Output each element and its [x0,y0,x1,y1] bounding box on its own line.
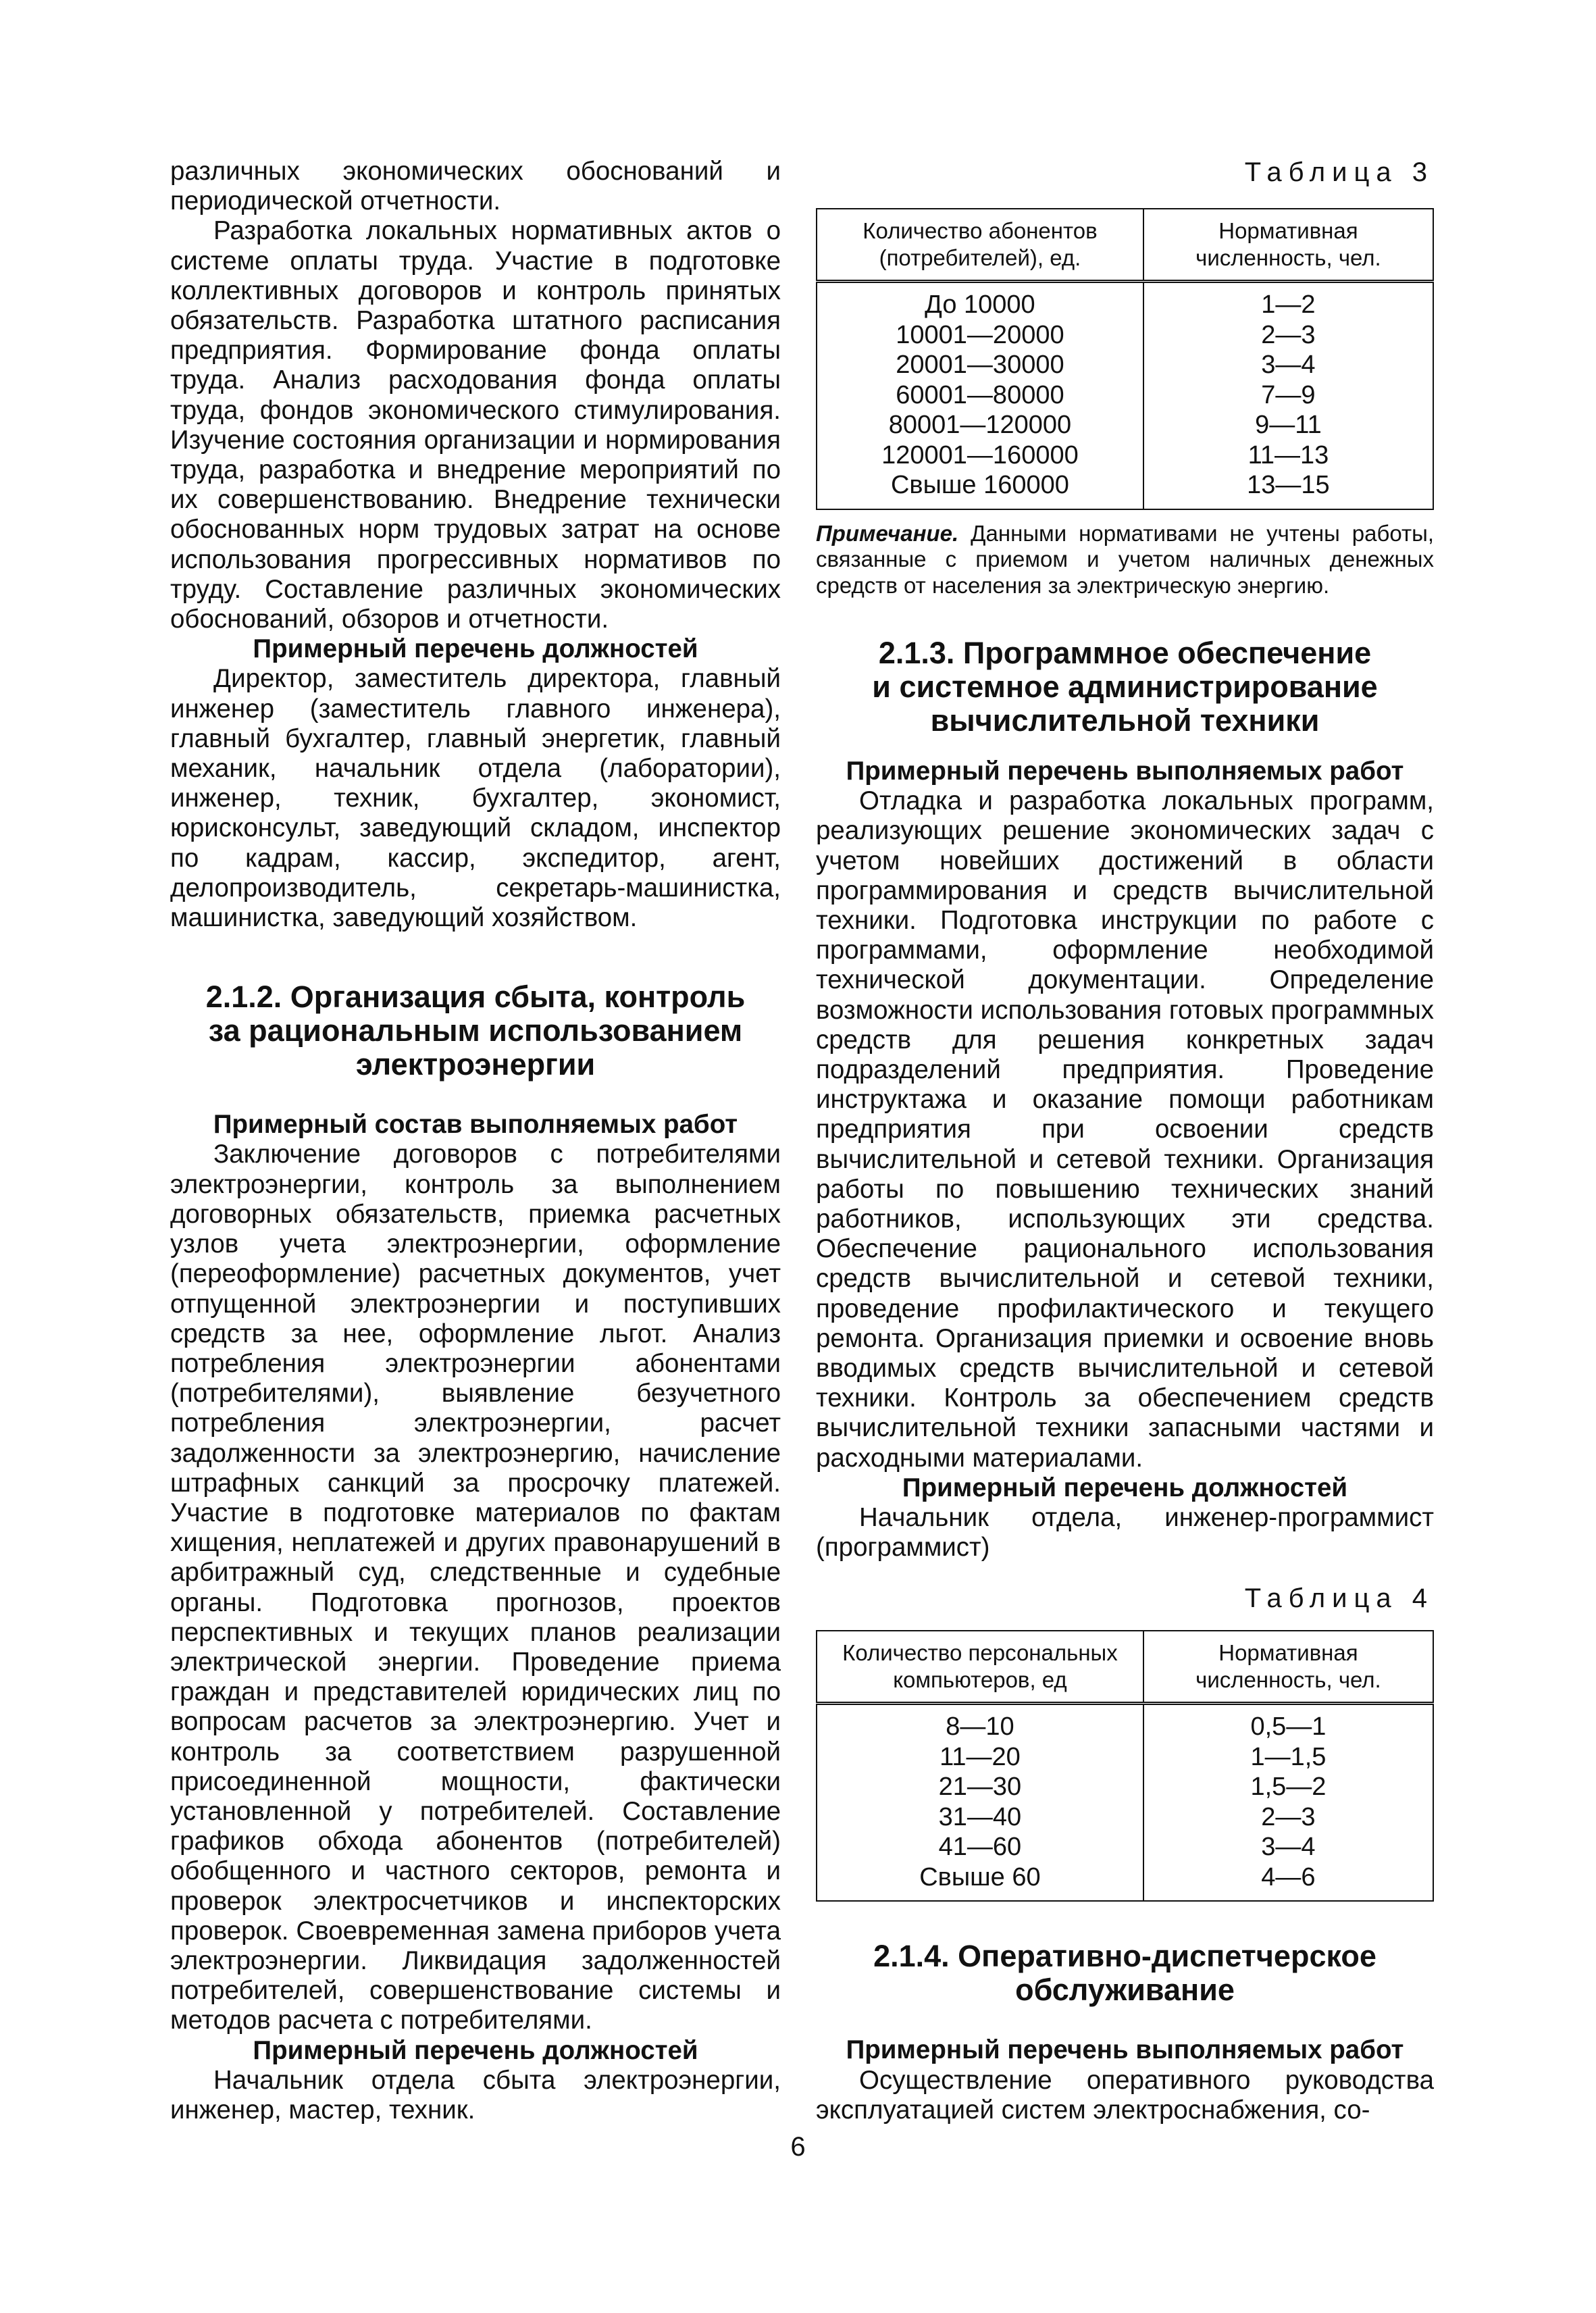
table-cell: 11—13 [1247,440,1329,469]
table-cell: 1—1,5 [1250,1742,1327,1771]
section-heading [816,1939,1434,2007]
paragraph: Осуществление оперативного руководства эксплуатацией систем электроснабжения, со- [816,2065,1434,2125]
paragraph: Начальник отдела сбыта электроэнергии, инженер, мастер, техник. [170,2065,781,2125]
table-cell: 80001—120000 [888,411,1072,439]
table-cell: 2—3 [1261,320,1316,349]
section-heading-line: за рациональным использованием [208,1013,743,1048]
table-cell: 21—30 [938,1773,1022,1802]
subheading: Примерный перечень выполняемых работ [846,2035,1404,2065]
section-heading-line: электроэнергии [355,1047,596,1082]
table-4 [816,1630,1434,1902]
table-cell: 41—60 [938,1833,1022,1862]
left-column [170,157,781,2125]
table-caption: Таблица 3 [1244,157,1434,187]
table-header-cell: Количество персональных компьютеров, ед [817,1631,1143,1704]
paragraph: Отладка и разработка локальных программ, реализующих решение экономических задач с учетом новейших достижений в области программирования и средств вычислительной техники. Подготовка инструкции по работе с программами, оформление необходимой технической документации. Определение возможности использования готовых программных средств для решения конкретных задач подразделений предприятия. Проведение инструктажа и оказание помощи работникам предприятия при освоении средств вычислительной и сетевой техники. Организация работы по повышению технических знаний работников, использующих эти средства. Обеспечение рационального использования средств вычислительной и сетевой техники, проведение профилактического и текущего ремонта. Организация приемки и освоение вновь вводимых средств вычислительной и сетевой техники. Контроль за обеспечением средств вычислительной техники запасными частями и расходными материалами. [816,786,1434,1473]
table-cell: 13—15 [1247,471,1330,499]
table-column-values [1143,282,1433,509]
subheading: Примерный перечень выполняемых работ [846,757,1404,786]
section-heading-line: 2.1.2. Организация сбыта, контроль [205,980,746,1015]
section-heading-line: вычислительной техники [930,703,1320,738]
paragraph: Начальник отдела, инженер-программист (программист) [816,1503,1434,1562]
section-heading-line: 2.1.4. Оперативно-диспетчерское [873,1939,1376,1974]
subheading: Примерный состав выполняемых работ [213,1110,738,1140]
section-heading-line: обслуживание [1015,1973,1235,2008]
table-column-values [1143,1704,1433,1902]
section-heading-line: 2.1.3. Программное обеспечение [878,636,1372,670]
table-cell: Свыше 160000 [890,471,1069,499]
table-cell: 120001—160000 [881,440,1079,469]
subheading: Примерный перечень должностей [253,2035,698,2065]
table-cell: 2—3 [1261,1802,1316,1831]
subheading: Примерный перечень должностей [902,1473,1348,1502]
note-text: Данными нормативами не учтены работы, связанные с приемом и учетом наличных денежных средств от населения за электрическую энергию. [816,520,1434,598]
table-note [816,521,1434,599]
table-cell: 4—6 [1261,1862,1316,1891]
table-cell: 7—9 [1261,380,1316,409]
section-heading [816,636,1434,738]
section-heading [170,980,781,1082]
table-header-cell: Нормативная численность, чел. [1143,1631,1433,1704]
table-cell: 9—11 [1255,411,1322,439]
table-header-cell: Количество абонентов (потребителей), ед. [817,209,1143,282]
paragraph: Разработка локальных нормативных актов о системе оплаты труда. Участие в подготовке коллективных договоров и контроль принятых обязательств. Разработка штатного расписания предприятия. Формирование фонда оплаты труда. Анализ расходования фонда оплаты труда, фондов экономического стимулирования. Изучение состояния организации и нормирования труда, разработка и внедрение мероприятий по их совершенствованию. Внедрение технически обоснованных норм трудовых затрат на основе использования прогрессивных нормативов по труду. Составление различных экономических обоснований, обзоров и отчетности. [170,216,781,634]
table-header-cell: Нормативная численность, чел. [1143,209,1433,282]
paragraph: Заключение договоров с потребителями электроэнергии, контроль за выполнением договорных обязательств, приемка расчетных узлов учета электроэнергии, оформление (переоформление) расчетных документов, учет отпущенной электроэнергии и поступивших средств за нее, оформление льгот. Анализ потребления электроэнергии абонентами (потребителями), выявление безучетного потребления электроэнергии, расчет задолженности за электроэнергию, начисление штрафных санкций за просрочку платежей. Участие в подготовке материалов по фактам хищения, неплатежей и других правонарушений в арбитражный суд, следственные и судебные органы. Подготовка прогнозов, проектов перспективных и текущих планов реализации электрической энергии. Проведение приема граждан и представителей юридических лиц по вопросам расчетов за электроэнергию. Учет и контроль за соответствием разрушенной присоединенной мощности, фактически установленной у потребителей. Составление графиков обхода абонентов (потребителей) обобщенного и частного секторов, ремонта и проверок электросчетчиков и инспекторских проверок. Своевременная замена приборов учета электроэнергии. Ликвидация задолженностей потребителей, совершенствование системы и методов расчета с потребителями. [170,1140,781,2035]
table-3 [816,208,1434,510]
paragraph: различных экономических обоснований и периодической отчетности. [170,157,781,216]
table-cell: 31—40 [938,1802,1022,1831]
table-cell: Свыше 60 [919,1862,1041,1891]
note-label: Примечание. [816,520,959,546]
section-heading-line: и системное администрирование [872,669,1378,704]
table-cell: 10001—20000 [896,320,1064,349]
table-cell: 8—10 [946,1712,1014,1742]
subheading: Примерный перечень должностей [253,634,698,664]
table-cell: 60001—80000 [896,380,1064,409]
table-column-values [817,282,1143,509]
paragraph: Директор, заместитель директора, главный инженер (заместитель главного инженера), главный бухгалтер, главный энергетик, главный механик, начальник отдела (лаборатории), инженер, техник, бухгалтер, экономист, юрисконсульт, заведующий складом, инспектор по кадрам, кассир, экспедитор, агент, делопроизводитель, секретарь-машинистка, машинистка, заведующий хозяйством. [170,664,781,933]
table-cell: 0,5—1 [1250,1712,1327,1742]
table-column-values [817,1704,1143,1902]
right-column [816,157,1434,2125]
table-cell: 3—4 [1261,1833,1316,1862]
table-cell: 1,5—2 [1250,1773,1327,1802]
table-cell: 3—4 [1261,351,1316,379]
table-cell: 20001—30000 [896,351,1064,379]
page-number: 6 [790,2132,806,2162]
table-caption: Таблица 4 [1244,1583,1434,1614]
table-cell: 11—20 [939,1742,1021,1771]
table-cell: До 10000 [925,290,1035,319]
table-cell: 1—2 [1261,290,1316,319]
